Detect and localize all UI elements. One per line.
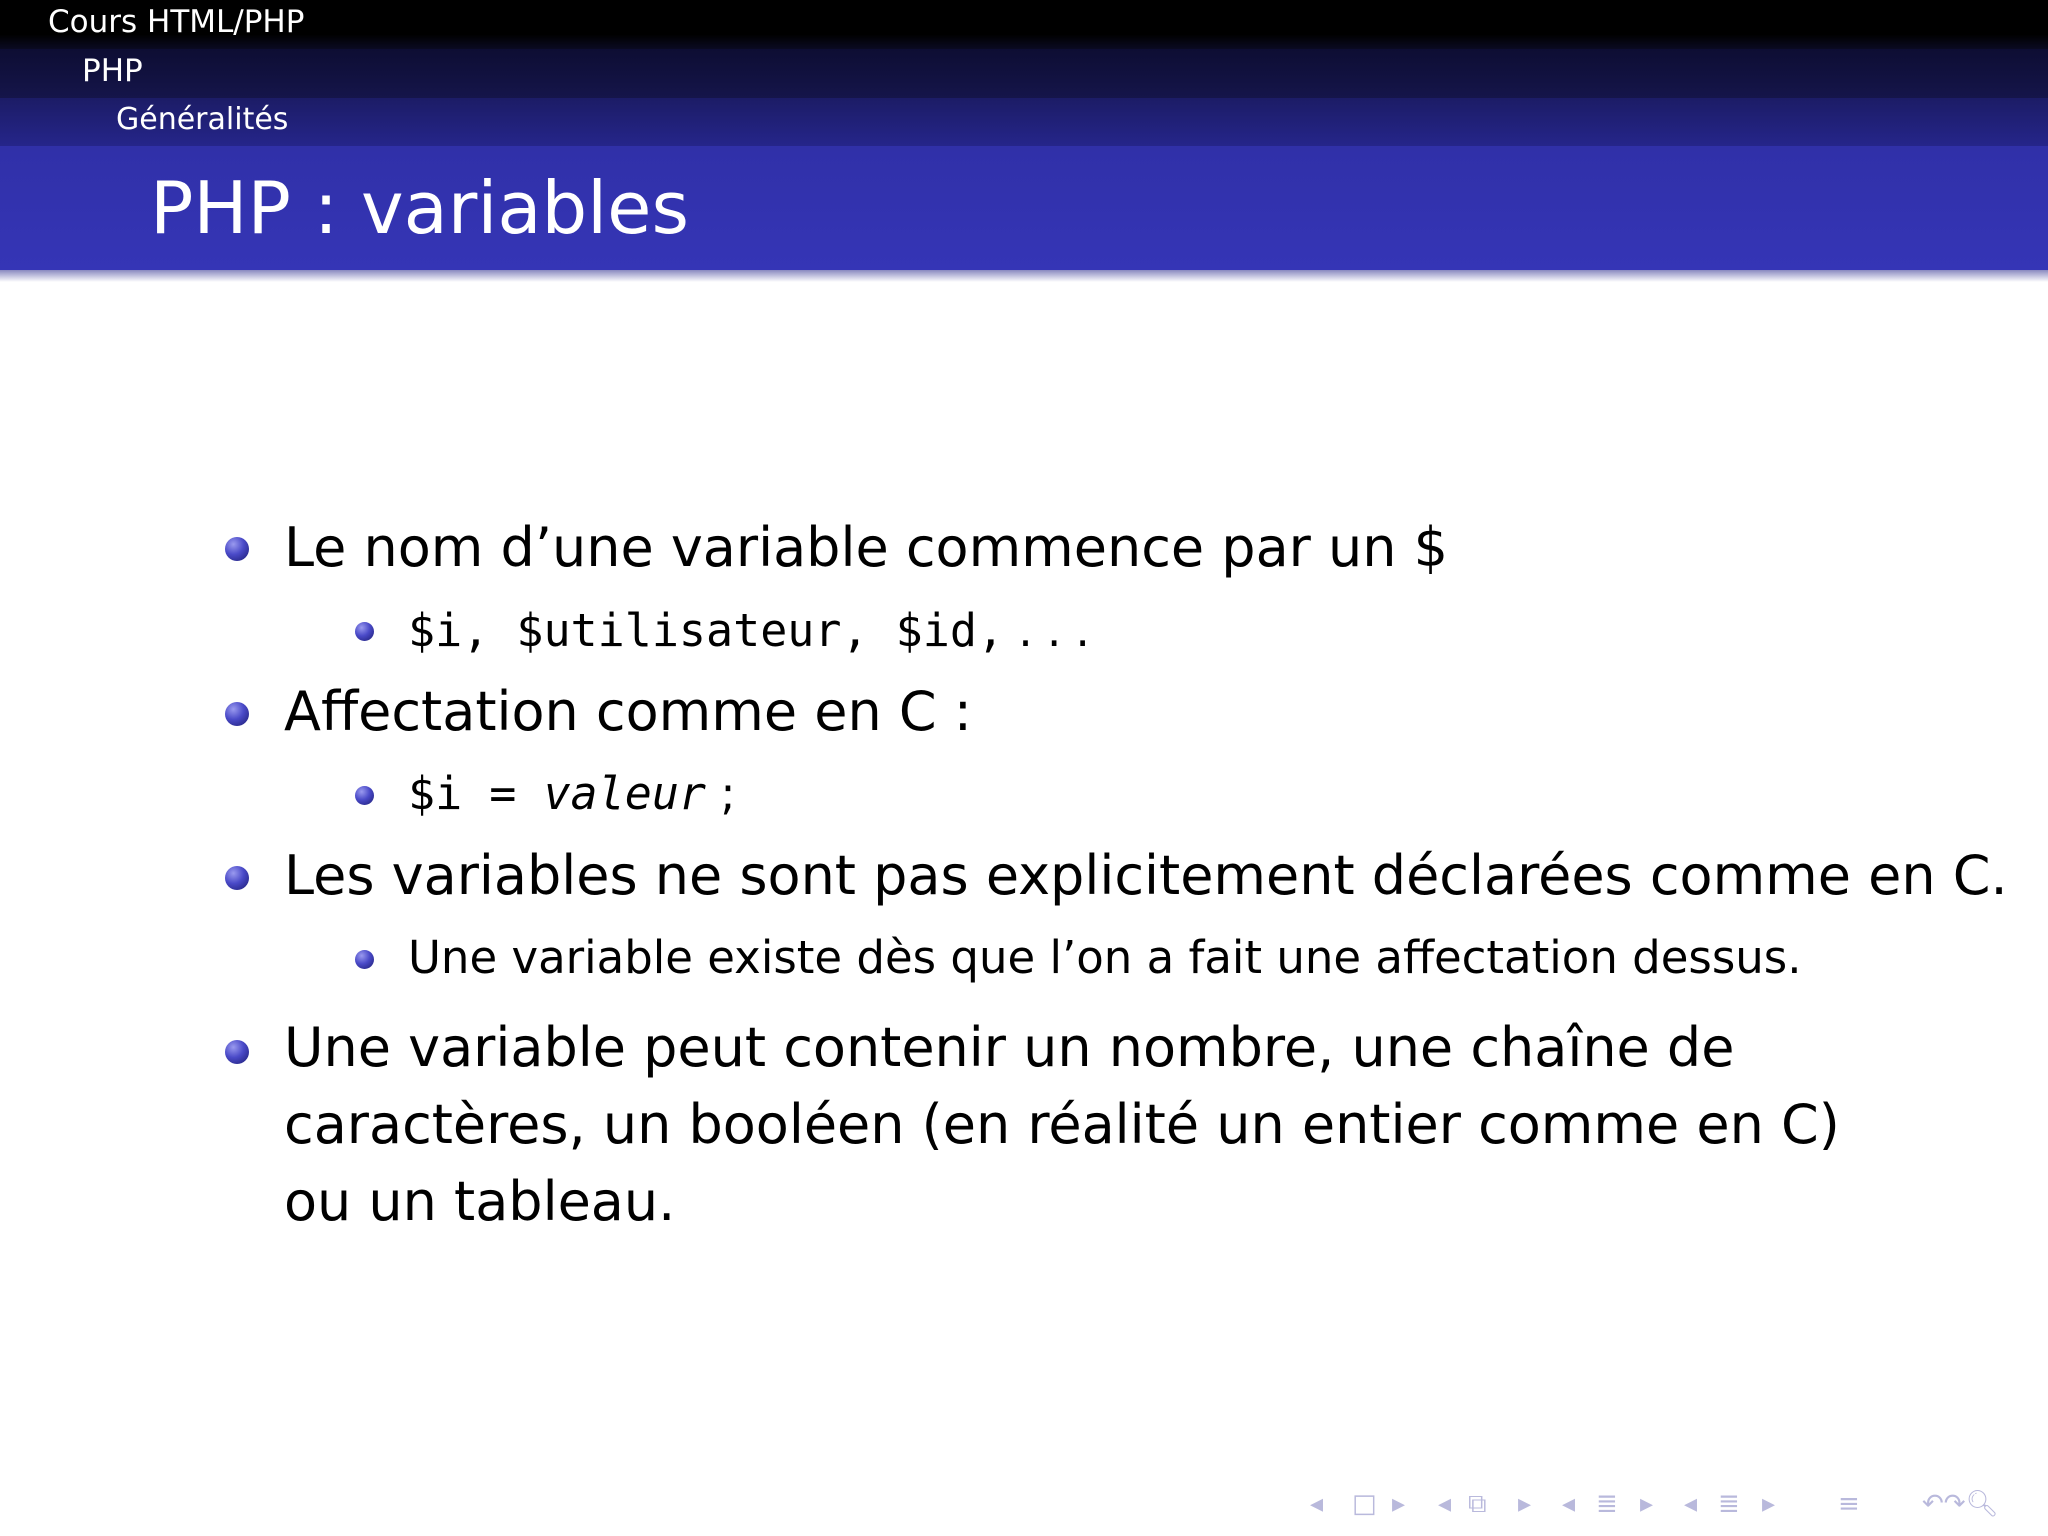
list-item-text: ; [706,767,736,820]
list-item-3 [284,844,2008,908]
bullet-icon [225,866,249,890]
list-item-text: Une variable existe dès que l’on a fait une affectation dessus. [408,931,1802,984]
subsection-link[interactable]: Généralités [116,102,289,137]
list-item-1-sub [408,604,1090,658]
frame-icon[interactable]: □ [1352,1489,1377,1519]
navigation-symbols [1310,1486,2040,1522]
section-icon[interactable]: ≣ [1596,1489,1618,1519]
list-item-2 [284,680,972,744]
list-item-text: . . . [1004,604,1090,657]
section-link[interactable]: PHP [82,53,143,89]
document-icon[interactable]: ≣ [1718,1489,1740,1519]
subsection-icon[interactable]: ⧉ [1468,1489,1487,1519]
appendix-icon[interactable]: ≡ [1838,1489,1860,1519]
list-item-text: Le nom d’une variable commence par un $ [284,516,1449,579]
list-item-2-sub [408,767,736,821]
code-italic-text: valeur [543,767,707,820]
code-text: $i, $utilisateur, $id, [408,604,1005,657]
back-forward-search-icon[interactable]: ↶↷🔍︎ [1922,1489,1999,1519]
section-prev-arrow-icon[interactable]: ◂ [1562,1489,1576,1519]
list-item-3-sub [408,931,1802,985]
bullet-icon [225,702,249,726]
frame-title: PHP : variables [150,166,689,250]
list-item-4 [284,1009,1904,1240]
bullet-icon [355,786,374,805]
bullet-icon [355,622,374,641]
bullet-icon [225,1040,249,1064]
list-item-text: Les variables ne sont pas explicitement déclarées comme en C. [284,844,2008,907]
doc-next-arrow-icon[interactable]: ▸ [1762,1489,1776,1519]
doc-prev-arrow-icon[interactable]: ◂ [1684,1489,1698,1519]
list-item-text: Une variable peut contenir un nombre, une chaîne de caractères, un booléen (en réalité un entier comme en C) ou un tableau. [284,1016,1840,1233]
bullet-icon [225,537,249,561]
list-item-text: Affectation comme en C : [284,680,972,743]
subsection-prev-arrow-icon[interactable]: ◂ [1438,1489,1452,1519]
section-next-arrow-icon[interactable]: ▸ [1640,1489,1654,1519]
course-link[interactable]: Cours HTML/PHP [48,4,305,40]
code-text: $i = [408,767,544,820]
subsection-next-arrow-icon[interactable]: ▸ [1518,1489,1532,1519]
list-item-1 [284,516,1448,580]
frame-prev-arrow-icon[interactable]: ◂ [1310,1489,1324,1519]
frame-next-arrow-icon[interactable]: ▸ [1392,1489,1406,1519]
bullet-icon [355,950,374,969]
